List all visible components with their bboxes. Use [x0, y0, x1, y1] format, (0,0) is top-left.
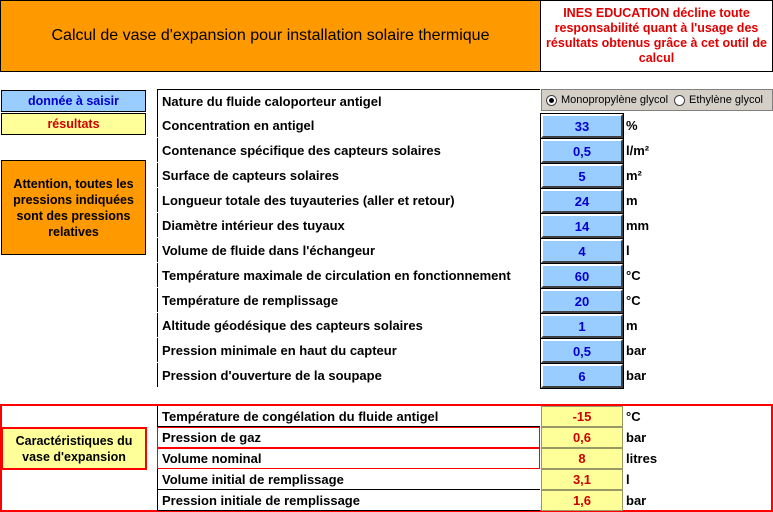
input-unit: m — [626, 317, 638, 333]
fluid-label: Nature du fluide caloporteur antigel — [157, 89, 540, 113]
radio-unselected-icon — [674, 95, 685, 106]
input-unit: bar — [626, 342, 647, 358]
input-label: Diamètre intérieur des tuyaux — [157, 213, 540, 237]
legend-result: résultats — [1, 113, 146, 135]
input-unit: bar — [626, 367, 647, 383]
input-label: Température de remplissage — [157, 288, 540, 312]
radio-ethylene[interactable] — [674, 94, 763, 106]
result-unit: l — [626, 472, 630, 487]
radio-monopropylene[interactable] — [546, 94, 668, 106]
input-unit: mm — [626, 217, 650, 233]
result-label: Pression initiale de remplissage — [157, 490, 540, 511]
result-unit: bar — [626, 493, 647, 508]
disclaimer-text: INES EDUCATION décline toute responsabilité quant à l'usage des résultats obtenus grâce à cet outil de calcul — [541, 0, 773, 72]
page-title: Calcul de vase d'expansion pour installation solaire thermique — [0, 0, 541, 72]
result-unit: litres — [626, 451, 658, 466]
result-value: 0,6 — [541, 427, 623, 448]
result-value: 1,6 — [541, 490, 623, 511]
input-unit: l/m² — [626, 142, 650, 158]
input-field[interactable]: 33 — [541, 114, 623, 138]
legend-input: donnée à saisir — [1, 90, 146, 112]
input-field[interactable]: 0,5 — [541, 339, 623, 363]
input-field[interactable]: 6 — [541, 364, 623, 388]
radio-monopropylene-label: Monopropylène glycol — [561, 94, 669, 106]
input-unit: m — [626, 192, 638, 208]
input-field[interactable]: 20 — [541, 289, 623, 313]
input-field[interactable]: 60 — [541, 264, 623, 288]
input-label: Altitude géodésique des capteurs solaires — [157, 313, 540, 337]
radio-ethylene-label: Ethylène glycol — [689, 94, 764, 106]
input-field[interactable]: 0,5 — [541, 139, 623, 163]
input-unit: l — [626, 242, 630, 258]
input-unit: % — [626, 117, 638, 133]
input-label: Concentration en antigel — [157, 113, 540, 137]
fluid-selector — [541, 89, 773, 111]
input-label: Température maximale de circulation en fonctionnement — [157, 263, 540, 287]
input-label: Surface de capteurs solaires — [157, 163, 540, 187]
input-label: Contenance spécifique des capteurs solaires — [157, 138, 540, 162]
result-value: 8 — [541, 448, 623, 469]
input-unit: m² — [626, 167, 642, 183]
input-field[interactable]: 5 — [541, 164, 623, 188]
result-label: Pression de gaz — [157, 427, 540, 448]
input-label: Pression d'ouverture de la soupape — [157, 363, 540, 387]
result-label: Volume nominal — [157, 448, 540, 469]
input-label: Longueur totale des tuyauteries (aller et retour) — [157, 188, 540, 212]
input-unit: °C — [626, 267, 641, 283]
result-unit: °C — [626, 409, 641, 424]
result-label: Température de congélation du fluide antigel — [157, 406, 540, 427]
input-label: Pression minimale en haut du capteur — [157, 338, 540, 362]
result-unit: bar — [626, 430, 647, 445]
results-section-label: Caractéristiques du vase d'expansion — [1, 427, 147, 470]
input-field[interactable]: 1 — [541, 314, 623, 338]
input-unit: °C — [626, 292, 641, 308]
result-value: 3,1 — [541, 469, 623, 490]
input-field[interactable]: 14 — [541, 214, 623, 238]
result-label: Volume initial de remplissage — [157, 469, 540, 490]
warning-note: Attention, toutes les pressions indiquées sont des pressions relatives — [1, 160, 146, 255]
input-field[interactable]: 4 — [541, 239, 623, 263]
result-value: -15 — [541, 406, 623, 427]
input-label: Volume de fluide dans l'échangeur — [157, 238, 540, 262]
input-field[interactable]: 24 — [541, 189, 623, 213]
radio-selected-icon — [546, 95, 557, 106]
